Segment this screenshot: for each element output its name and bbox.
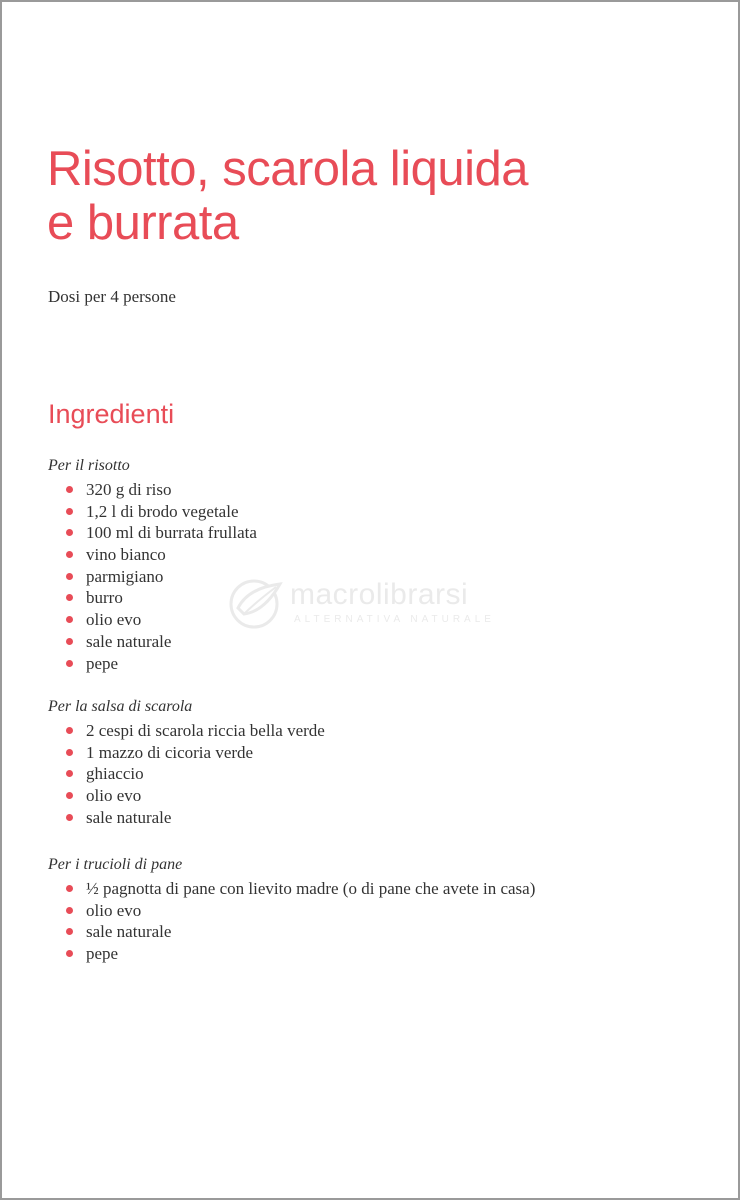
ingredient-item	[48, 807, 325, 829]
ingredient-item	[48, 720, 325, 742]
bullet-icon	[66, 928, 73, 935]
bullet-icon	[66, 486, 73, 493]
bullet-icon	[66, 727, 73, 734]
ingredient-item	[48, 522, 257, 544]
bullet-icon	[66, 792, 73, 799]
ingredient-text: pepe	[86, 653, 119, 673]
bullet-icon	[66, 749, 73, 756]
section-title: Per il risotto	[48, 457, 130, 474]
section-salsa-scarola	[48, 696, 325, 828]
watermark	[224, 574, 524, 630]
bullet-icon	[66, 950, 73, 957]
ingredient-text: olio evo	[86, 786, 142, 806]
recipe-title	[47, 142, 528, 250]
ingredient-text: olio evo	[86, 610, 142, 630]
ingredient-item	[48, 631, 257, 653]
servings-text: Dosi per 4 persone	[48, 287, 176, 306]
ingredient-text: 100 ml di burrata frullata	[86, 523, 257, 543]
bullet-icon	[66, 885, 73, 892]
bullet-icon	[66, 616, 73, 623]
watermark-name: macrolibrarsi	[290, 578, 469, 611]
ingredient-item	[48, 544, 257, 566]
leaf-logo-icon	[224, 574, 284, 630]
ingredient-list	[48, 878, 535, 965]
section-title: Per i trucioli di pane	[48, 856, 183, 873]
ingredient-text: ½ pagnotta di pane con lievito madre (o di pane che avete in casa)	[86, 879, 536, 898]
ingredient-item	[48, 878, 535, 900]
ingredient-item	[48, 921, 535, 943]
bullet-icon	[66, 638, 73, 645]
section-risotto	[48, 455, 257, 674]
ingredient-text: 2 cespi di scarola riccia bella verde	[86, 721, 325, 740]
ingredient-text: 1,2 l di brodo vegetale	[86, 501, 239, 521]
bullet-icon	[66, 573, 73, 580]
ingredient-text: sale naturale	[86, 922, 172, 942]
bullet-icon	[66, 770, 73, 777]
ingredient-text: ghiaccio	[86, 764, 144, 784]
ingredient-list	[48, 720, 325, 828]
ingredient-text: 1 mazzo di cicoria verde	[86, 742, 254, 762]
ingredients-heading: Ingredienti	[48, 399, 175, 429]
ingredient-item	[48, 943, 535, 965]
recipe-title-line-1: Risotto, scarola liquida	[47, 142, 528, 196]
ingredient-item	[48, 900, 535, 922]
ingredient-text: sale naturale	[86, 631, 172, 651]
ingredient-text: olio evo	[86, 900, 142, 920]
ingredient-item	[48, 501, 257, 523]
section-title: Per la salsa di scarola	[48, 698, 193, 715]
ingredient-item	[48, 763, 325, 785]
ingredient-item	[48, 785, 325, 807]
ingredient-text: pepe	[86, 944, 119, 964]
recipe-title-line-2: e burrata	[47, 196, 239, 250]
ingredient-text: burro	[86, 588, 123, 608]
ingredient-item	[48, 479, 257, 501]
bullet-icon	[66, 907, 73, 914]
bullet-icon	[66, 594, 73, 601]
ingredient-text: sale naturale	[86, 807, 172, 827]
ingredient-text: parmigiano	[86, 566, 164, 586]
watermark-tagline: ALTERNATIVA NATURALE	[294, 614, 495, 625]
section-trucioli-pane	[48, 854, 535, 965]
bullet-icon	[66, 814, 73, 821]
ingredient-text: vino bianco	[86, 545, 166, 565]
bullet-icon	[66, 551, 73, 558]
ingredient-text: 320 g di riso	[86, 480, 172, 499]
bullet-icon	[66, 508, 73, 515]
bullet-icon	[66, 529, 73, 536]
bullet-icon	[66, 660, 73, 667]
ingredient-item	[48, 653, 257, 675]
ingredient-item	[48, 742, 325, 764]
